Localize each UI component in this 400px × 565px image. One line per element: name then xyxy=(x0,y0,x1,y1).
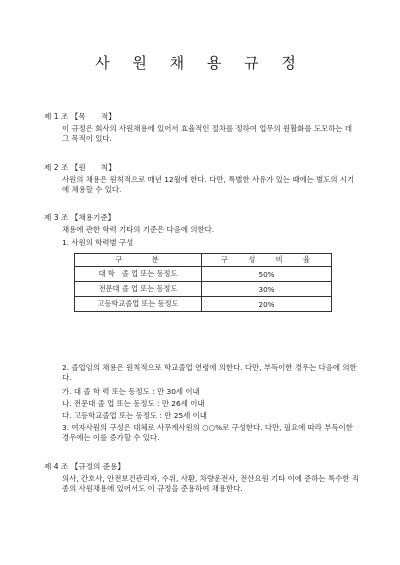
article-3-item-2-b: 나. 전문대 졸 업 또는 동정도 : 만 26세 이내 xyxy=(62,399,205,408)
article-3-item-2: 2. 졸업임의 채용은 원칙적으로 학교졸업 연령에 의한다. 다만, 부득이한 경우는 다음에 의한다. xyxy=(62,363,357,382)
article-3-item-3: 3. 여자사원의 구성은 대체로 사무계사원의 ○○%로 구성한다. 다만, 필요에 따라 부득이한 경우에는 이를 증가할 수 있다. xyxy=(62,423,353,442)
table-row xyxy=(75,297,332,312)
table-header-category: 구 분 xyxy=(75,254,202,267)
table-header-ratio: 구 성 비 율 xyxy=(202,254,332,267)
article-3-item-2-c: 다. 고등학교졸업 또는 동정도 : 만 25세 이내 xyxy=(62,411,207,420)
table-cell-ratio: 50% xyxy=(202,267,332,282)
table-cell-ratio: 20% xyxy=(202,297,332,312)
table-cell-category: 전문대 졸 업 또는 동정도 xyxy=(75,282,202,297)
article-4-body: 의사, 간호사, 안전보건관리자, 수위, 사환, 차량운전사, 전산요원 기타 이에 준하는 특수한 직종의 사원채용에 있어서도 이 규정을 준용하여 채용한다. xyxy=(62,474,359,493)
article-3-item-1: 1. 사원의 학력별 구성 xyxy=(62,238,134,247)
table-cell-category: 고등학교졸업 또는 동정도 xyxy=(75,297,202,312)
article-3-intro: 채용에 관한 학력 기타의 기준은 다음에 의한다. xyxy=(62,225,215,234)
article-4-heading: 제 4 조 【규정의 준용】 xyxy=(44,462,126,471)
education-ratio-table xyxy=(74,253,332,312)
table-cell-category: 대 학 졸 업 또는 동정도 xyxy=(75,267,202,282)
table-cell-ratio: 30% xyxy=(202,282,332,297)
document-title: 사 원 채 용 규 정 xyxy=(95,54,305,72)
table-header-row xyxy=(75,254,332,267)
article-2-heading: 제 2 조 【원 칙】 xyxy=(44,163,116,172)
article-1-heading: 제 1 조 【목 적】 xyxy=(44,112,116,121)
table-row xyxy=(75,267,332,282)
article-3-item-2-a: 가. 대 졸 학 력 또는 동정도 : 만 30세 이내 xyxy=(62,387,200,396)
table-row xyxy=(75,282,332,297)
article-1-body: 이 규정은 회사의 사원채용에 있어서 효율적인 절차를 정하여 업무의 원활화를 도모하는 데 그 목적이 있다. xyxy=(62,124,353,143)
article-2-body: 사원의 채용은 원칙적으로 매년 12월에 한다. 다만, 특별한 사유가 있는 때에는 별도의 시기에 채용할 수 있다. xyxy=(62,175,355,194)
article-3-heading: 제 3 조 【채용기준】 xyxy=(44,213,116,222)
